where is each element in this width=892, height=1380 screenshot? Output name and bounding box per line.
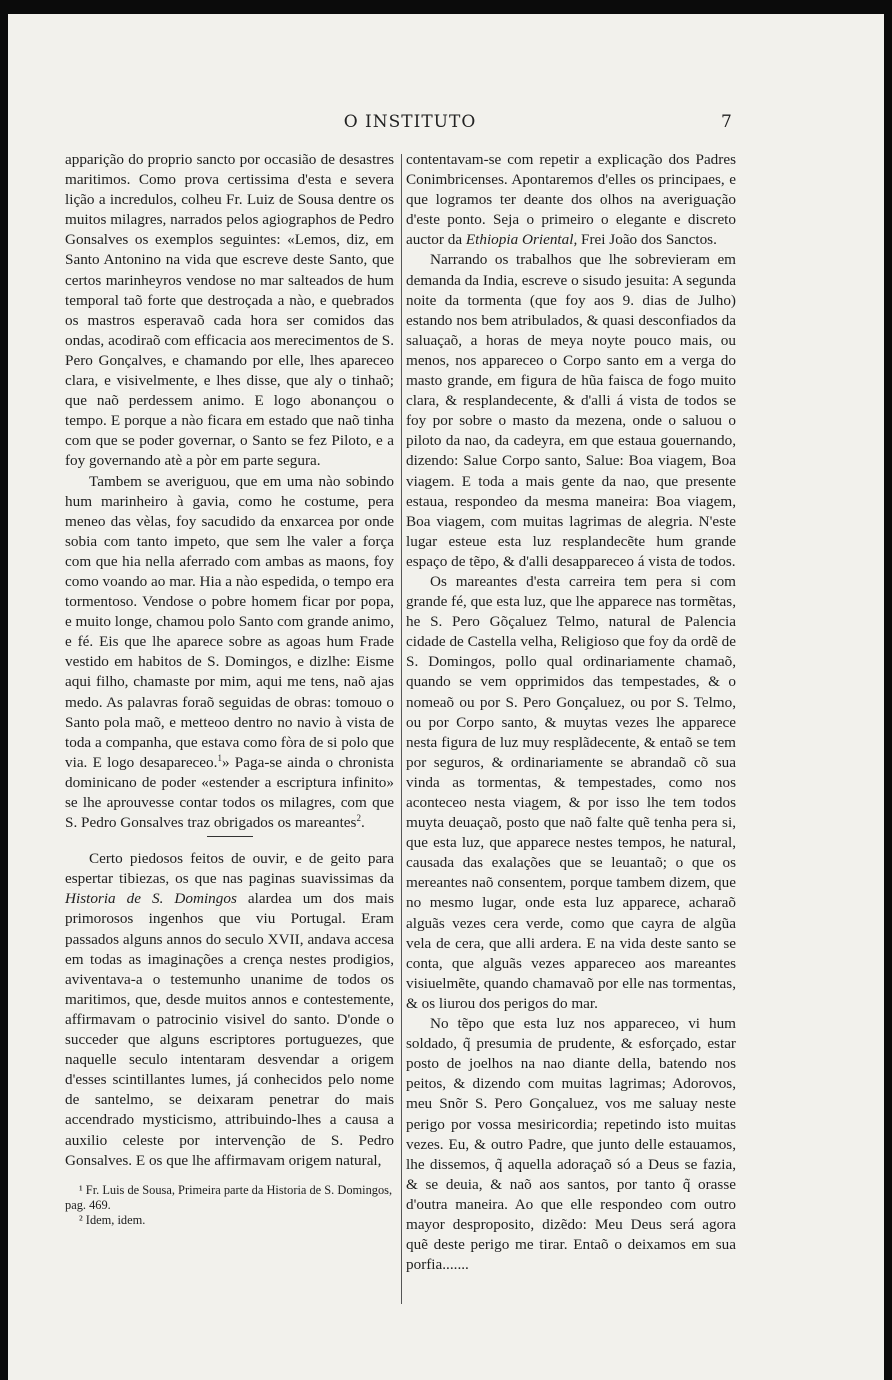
running-title: O INSTITUTO <box>343 112 477 132</box>
footnote: ² Idem, idem. <box>79 1212 146 1227</box>
paragraph-text: Tambem se averiguou, que em uma nào sobindo hum marinheiro à gavia, como he costume, pera meneo das vèlas, foy sacudido da enxarcea por onde sobia com tanto impeto, que sem lhe valer a força com que hia nella aferrado com ambas as maons, foy como voando ao mar. Hia a nào espedida, o tempo era tormentoso. Vendose o pobre homem ficar por popa, e muito longe, chamou polo Santo com grande animo, e fé. Eis que lhe aparece sobre as agoas hum Frade vestido em habitos de S. Domingos, e dizlhe: Eisme aqui filho, chamaste por mim, aqui me tens, naõ ajas medo. As palavras foraõ seguidas de obras: tomouo o Santo pola maõ, e metteoo dentro no navio à vista de toda a companha, que estava como fòra de si polo que via. E logo desapareceo. <box>65 472 394 771</box>
right-column <box>406 150 736 1275</box>
paragraph-text: Frei João dos Sanctos. <box>577 231 717 249</box>
paragraph-text: contentavam-se com repetir a explicação dos Padres Conimbricenses. Apontaremos d'elles os principaes, e que logramos ter deante dos olhos na averiguação d'este ponto. Seja o primeiro o elegante e discreto auctor da <box>406 151 736 249</box>
paragraph: Tambem se averiguou, que em uma nào sobindo hum marinheiro à gavia, como he costume, pera meneo das vèlas, foy sacudido da enxarcea por onde sobia com tanto impeto, que sem lhe valer a força com que hia nella aferrado com ambas as maons, foy como voando ao mar. Hia a nào espedida, o tempo era tormentoso. Vendose o pobre homem ficar por popa, e muito longe, chamou polo Santo com grande animo, e fé. Eis que lhe aparece sobre as agoas hum Frade vestido em habitos de S. Domingos, e dizlhe: Eisme aqui filho, chamaste por mim, aqui me tens, naõ ajas medo. As palavras foraõ seguidas de obras: tomouo o Santo pola maõ, e metteoo dentro no navio à vista de toda a companha, que estava como fòra de si polo que via. E logo desapareceo.$^1$» Paga-se ainda o chronista dominicano de poder «estender a escriptura infinito» se lhe aprouvesse contar todos os milagres, com que S. Pedro Gonsalves traz obrigados os mareantes$^2$. <box>65 472 394 832</box>
book-title: Ethiopia Oriental, <box>465 231 578 249</box>
footnotes <box>65 1183 394 1228</box>
paragraph <box>406 150 736 250</box>
section-separator <box>207 836 253 837</box>
footnote-marker: 1 <box>217 752 222 763</box>
page-header <box>8 112 884 134</box>
page-number: 7 <box>721 112 732 132</box>
footnote-marker: 2 <box>356 813 361 824</box>
paragraph <box>65 849 394 1171</box>
book-title: Historia de S. Domingos <box>65 890 237 908</box>
paragraph: apparição do proprio sancto por occasião de desastres maritimos. Como prova certissima d'esta e severa lição a incredulos, colheu Fr. Luiz de Sousa dentre os muitos milagres, narrados pelos agiographos de Pedro Gonsalves os exemplos seguintes: «Lemos, diz, em Santo Antonino na vida que escreve deste Santo, que certos marinheyros vendose no mar salteados de hum temporal taõ forte que destroçada a nào, e quebrados os mastros esperavaõ cada hora ser comidos das ondas, acodiraõ com efficacia aos merecimentos de S. Pero Gonçalves, e chamando por elle, lhes apareceo clara, e visivelmente, e lhes disse, que aly o tinhaõ; que naõ perdessem animo. E logo abonançou o tempo. E porque a nào ficara em estado que naõ tinha com que se poder governar, o Santo se fez Piloto, e a foy governando atè a pòr em parte segura. <box>65 151 394 470</box>
paragraph: Os mareantes d'esta carreira tem pera si com grande fé, que esta luz, que lhe apparece nas tormẽtas, he S. Pero Gõçaluez Telmo, natural de Palencia cidade de Castella velha, Religioso que foy da ordẽ de S. Domingos, pollo qual ordinariamente chamaõ, quando se vem opprimidos das tempestades, & o nomeaõ ou por S. Pero Gonçaluez, ou por S. Telmo, ou por Corpo santo, & muytas vezes lhe apparece nesta figura de luz muy resplãdecente, & entaõ se tem por seguros, & ordinariamente se abrandaõ cõ sua vinda as tormentas, & tempestades, como nos aconteceo nesta viagem, & por isso lhe tem todos muyta deuaçaõ, posto que naõ falte quẽ tenha pera si, que esta luz, que apparece nestes tempos, he natural, causada das exalações que se leuantaõ; o que os mereantes naõ consentem, porque tambem dizem, que no mesmo lugar, onde esta luz apparece, acharaõ alguãs vezes cera verde, como que cayra de algũa vela de cera, que alli ardera. E na vida deste santo se conta, que alguãs vezes appareceo aos mareantes visiuelmẽte, quando chamavaõ por elle nas tormentas, & os liurou dos perigos do mar. <box>406 572 736 1012</box>
footnote: ¹ Fr. Luis de Sousa, Primeira parte da Historia de S. Domingos, pag. 469. <box>65 1182 393 1212</box>
page-sheet <box>8 14 884 1380</box>
paragraph: Narrando os trabalhos que lhe sobrevieram em demanda da India, escreve o sisudo jesuita: A segunda noite da tormenta (que foy aos 9. dias de Julho) estando nos bem atribulados, & quasi desconfiados da saluaçaõ, a horas de meya noyte pouco mais, ou menos, nos appareceo o Corpo santo em a verga do masto grande, em figura de hũa faisca de fogo muito clara, & resplandecente, & d'alli á vista de todos se foy por sobre o masto da mezena, onde o saluou o piloto da nao, da cadeyra, em que estaua gouernando, dizendo: Salue Corpo santo, Salue: Boa viagem, Boa viagem. E toda a mais gente da nao, que presente estaua, respondeo da mesma maneira: Boa viagem, Boa viagem, com muitas lagrimas de alegria. N'este lugar esteue esta luz resplandecẽte hum grande espaço de tẽpo, & d'alli desappareceo á vista de todos. <box>406 251 736 570</box>
paragraph: No tẽpo que esta luz nos appareceo, vi hum soldado, q̃ presumia de prudente, & esforçado, estar posto de joelhos na nao diante della, batendo nos peitos, & dizendo com muitas lagrimas; Adorovos, meu Snõr S. Pero Gonçaluez, vos me saluay neste perigo por vossa mesiricordia; repetindo isto muitas vezes. Eu, & outro Padre, que junto delle estauamos, lhe dissemos, q̃ aquella adoraçaõ só a Deus se fazia, & se deuia, & naõ aos santos, por tanto q̃ orasse d'outra maneira. Ao que elle respondeo com outro mayor desproposito, dizẽdo: Meu Deus será agora quẽ deste perigo me tirar. Entaõ o deixamos em sua porfia....... <box>406 1015 736 1274</box>
left-column <box>65 150 394 1228</box>
paragraph-text: alardea um dos mais primorosos ingenhos que viu Portugal. Eram passados alguns annos do seculo XVII, andava accesa em todas as imaginações a crença nestes prodigios, aviventava-a o testemunho unanime de todos os maritimos, que, desde muitos annos e contestemente, affirmavam o patrocinio visivel do santo. D'onde o succeder que alguns escriptores portuguezes, que naquelle seculo intentaram desvendar a origem d'esses scintillantes lumes, já conhecidos pelo nome de santelmo, se deixaram penetrar do mais accendrado mysticismo, attribuindo-lhes a causa a auxilio celeste por intervenção de S. Pedro Gonsalves. E os que lhe affirmavam origem natural, <box>65 890 394 1169</box>
paragraph-text: » Paga-se ainda o chronista dominicano de poder «estender a escriptura infinito» se lhe aprouvesse contar todos os milagres, com que S. Pedro Gonsalves traz obrigados os mareantes <box>65 753 394 832</box>
column-divider <box>401 154 402 1304</box>
paragraph-text: Certo piedosos feitos de ouvir, e de geito para espertar tibiezas, os que nas paginas suavissimas da <box>65 850 394 888</box>
